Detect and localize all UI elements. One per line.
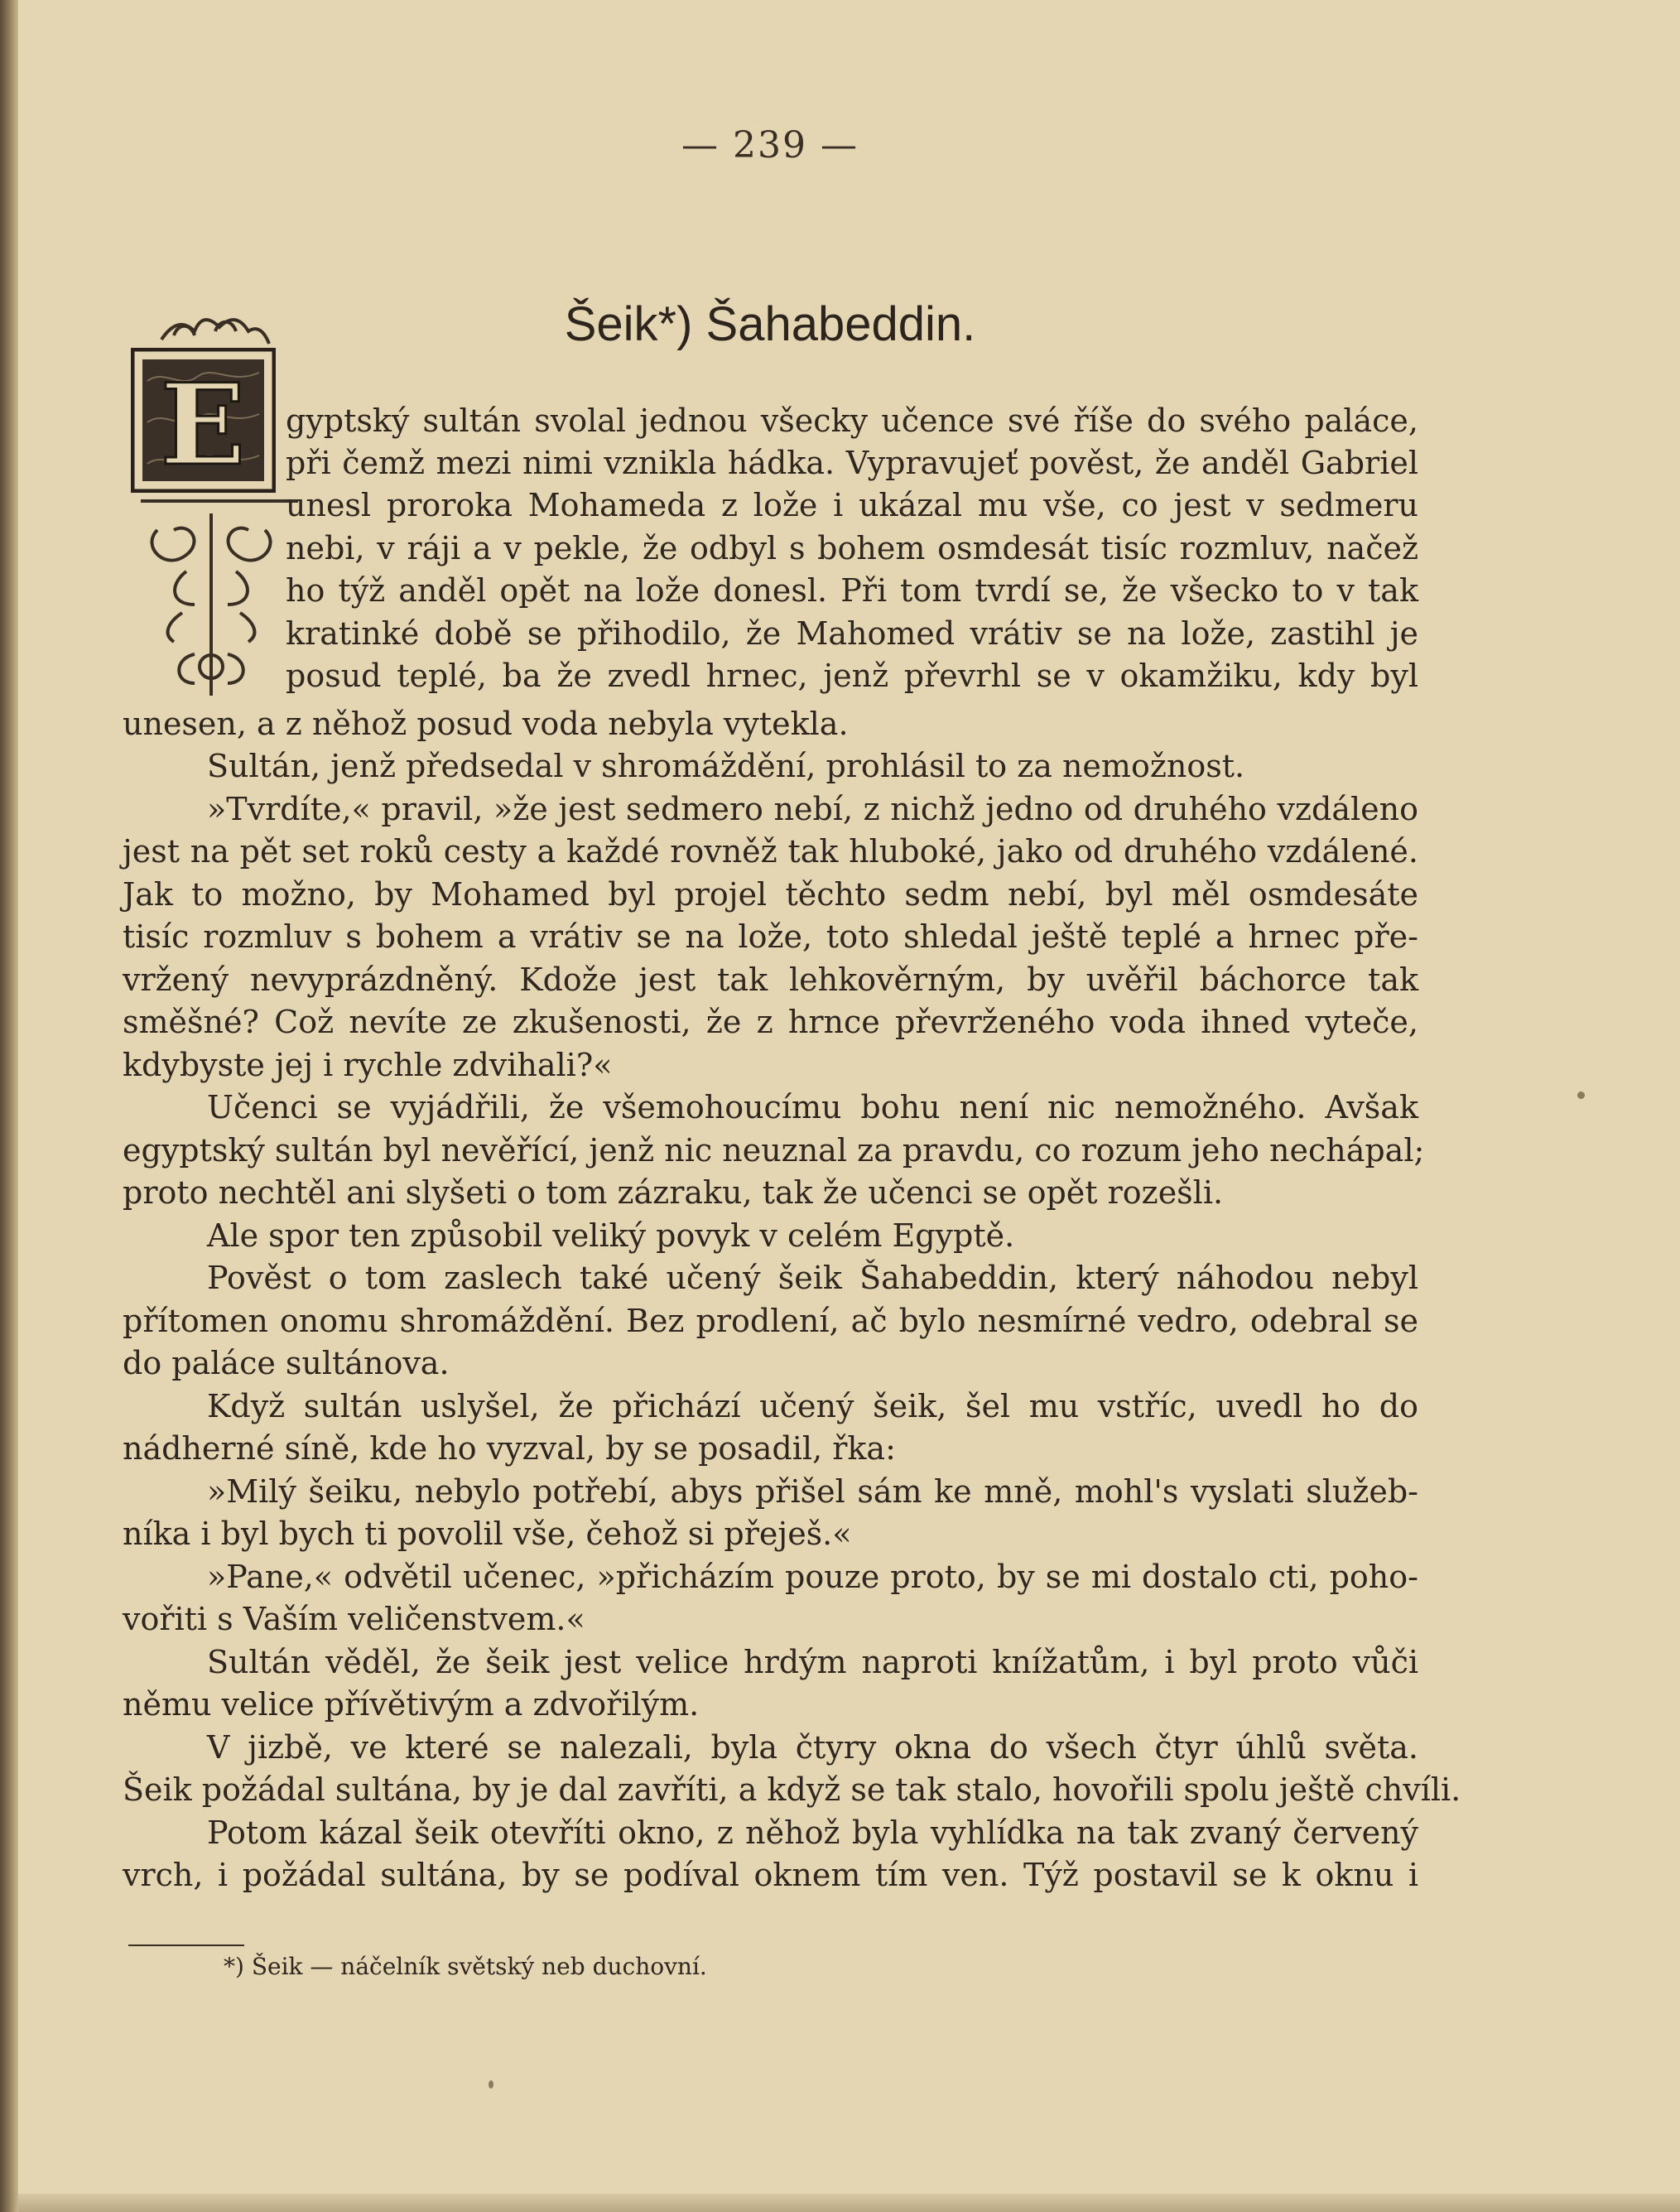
text-line: egyptský sultán byl nevěřící, jenž nic neuznal za pravdu, co rozum jeho nechápal; [123, 1132, 1425, 1169]
text-line: V jizbě, ve které se nalezali, byla čtyry okna do všech čtyr úhlů světa. [207, 1729, 1418, 1766]
text-line: nebi, v ráji a v pekle, že odbyl s bohem osmdesát tisíc rozmluv, načež [286, 530, 1418, 566]
text-line: Když sultán uslyšel, že přichází učený šeik, šel mu vstříc, uvedl ho do [207, 1388, 1418, 1424]
text-line: nádherné síně, kde ho vyzval, by se posadil, řka: [123, 1430, 896, 1467]
text-line: Sultán, jenž předsedal v shromáždění, prohlásil to za nemožnost. [207, 748, 1245, 784]
paper-speck [489, 2080, 493, 2089]
text-line: vrch, i požádal sultána, by se podíval oknem tím ven. Týž postavil se k oknu i [123, 1857, 1418, 1893]
text-line: do paláce sultánova. [123, 1345, 450, 1381]
text-line: Učenci se vyjádřili, že všemohoucímu bohu není nic nemožného. Avšak [207, 1089, 1418, 1125]
text-line: Potom kázal šeik otevříti okno, z něhož byla vyhlídka na tak zvaný červený [207, 1814, 1418, 1851]
text-line: unesl proroka Mohameda z lože i ukázal mu vše, co jest v sedmeru [286, 487, 1418, 523]
text-line: při čemž mezi nimi vznikla hádka. Vypravujeť pověst, že anděl Gabriel [286, 445, 1418, 481]
chapter-title: Šeik*) Šahabeddin. [564, 297, 976, 351]
text-line: Jak to možno, by Mohamed byl projel těchto sedm nebí, byl měl osmdesáte [123, 876, 1418, 913]
text-line: směšné? Což nevíte ze zkušenosti, že z hrnce převrženého voda ihned vyteče, [123, 1004, 1418, 1040]
page-bottom-edge [18, 2194, 1680, 2212]
text-line: Sultán věděl, že šeik jest velice hrdým naproti knížatům, i byl proto vůči [207, 1644, 1418, 1680]
footnote-divider [128, 1945, 244, 1946]
text-line: proto nechtěl ani slyšeti o tom zázraku, tak že učenci se opět rozešli. [123, 1174, 1224, 1211]
text-line: gyptský sultán svolal jednou všecky učence své říše do svého paláce, [286, 402, 1418, 439]
text-line: vržený nevyprázdněný. Kdože jest tak lehkověrným, by uvěřil báchorce tak [123, 961, 1418, 998]
svg-text:E: E [160, 359, 246, 490]
text-line: Šeik požádal sultána, by je dal zavříti, a když se tak stalo, hovořili spolu ještě chvíli. [123, 1771, 1461, 1808]
text-line: níka i byl bych ti povolil vše, čehož si přeješ.« [123, 1516, 852, 1552]
page-number: — 239 — [681, 124, 859, 166]
text-line: tisíc rozmluv s bohem a vrátiv se na lože, toto shledal ještě teplé a hrnec pře- [123, 918, 1418, 955]
text-line: »Tvrdíte,« pravil, »že jest sedmero nebí, z nichž jedno od druhého vzdáleno [207, 791, 1418, 827]
text-line: vořiti s Vaším veličenstvem.« [123, 1601, 585, 1637]
text-line: unesen, a z něhož posud voda nebyla vytekla. [123, 706, 849, 742]
text-line: posud teplé, ba že zvedl hrnec, jenž převrhl se v okamžiku, kdy byl [286, 658, 1418, 694]
text-line: přítomen onomu shromáždění. Bez prodlení, ač bylo nesmírné vedro, odebral se [123, 1303, 1418, 1339]
text-line: kdybyste jej i rychle zdvihali?« [123, 1047, 613, 1083]
text-line: ho týž anděl opět na lože donesl. Při tom tvrdí se, že všecko to v tak [286, 572, 1418, 609]
text-line: »Pane,« odvětil učenec, »přicházím pouze proto, by se mi dostalo cti, poho- [207, 1559, 1418, 1595]
text-line: »Milý šeiku, nebylo potřebí, abys přišel sám ke mně, mohl's vyslati služeb- [207, 1473, 1418, 1510]
text-line: jest na pět set roků cesty a každé rovněž tak hluboké, jako od druhého vzdálené. [123, 833, 1418, 870]
text-line: kratinké době se přihodilo, že Mahomed vrátiv se na lože, zastihl je [286, 615, 1418, 652]
drop-cap-initial [131, 348, 276, 493]
footnote: *) Šeik — náčelník světský neb duchovní. [224, 1953, 707, 1980]
text-line: Pověst o tom zaslech také učený šeik Šahabeddin, který náhodou nebyl [207, 1260, 1418, 1296]
text-line: němu velice přívětivým a zdvořilým. [123, 1686, 700, 1723]
text-line: Ale spor ten způsobil veliký povyk v celém Egyptě. [207, 1217, 1015, 1254]
paper-speck [1577, 1092, 1585, 1099]
